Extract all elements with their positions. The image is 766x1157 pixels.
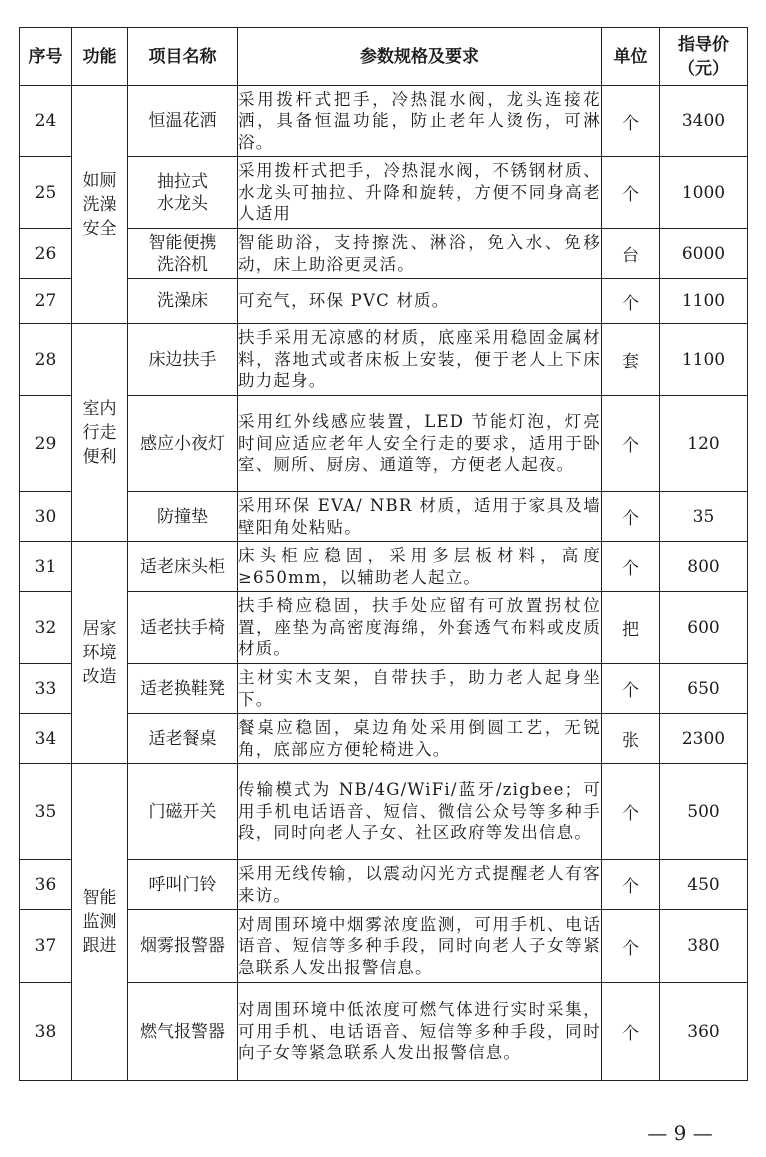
item-unit: 套: [602, 324, 660, 396]
header-unit: 单位: [602, 28, 660, 86]
item-requirements: 床头柜应稳固，采用多层板材料，高度≥650mm，以辅助老人起立。: [238, 542, 602, 592]
table-row: [20, 492, 748, 542]
item-unit: 个: [602, 664, 660, 714]
row-no: 38: [20, 983, 72, 1081]
table-row: [20, 229, 748, 279]
item-name: 呼叫门铃: [128, 860, 238, 910]
item-unit: 台: [602, 229, 660, 279]
item-requirements: 扶手椅应稳固，扶手处应留有可放置拐杖位置，座垫为高密度海绵，外套透气布料或皮质材质。: [238, 592, 602, 664]
item-requirements: 智能助浴，支持擦洗、淋浴，免入水、免移动，床上助浴更灵活。: [238, 229, 602, 279]
table-row: [20, 86, 748, 157]
table-row: [20, 279, 748, 324]
item-unit: 个: [602, 157, 660, 229]
item-unit: 个: [602, 910, 660, 983]
item-price: 650: [660, 664, 748, 714]
table-row: [20, 157, 748, 229]
item-requirements: 对周围环境中低浓度可燃气体进行实时采集，可用手机、电话语音、短信等多种手段，同时向子女等紧急联系人发出报警信息。: [238, 983, 602, 1081]
item-price: 3400: [660, 86, 748, 157]
row-no: 32: [20, 592, 72, 664]
item-name: 恒温花洒: [128, 86, 238, 157]
item-unit: 张: [602, 714, 660, 764]
item-price: 6000: [660, 229, 748, 279]
item-requirements: 采用红外线感应装置，LED 节能灯泡，灯亮时间应适应老年人安全行走的要求，适用于卧室、厕所、厨房、通道等，方便老人起夜。: [238, 396, 602, 492]
header-function: 功能: [72, 28, 128, 86]
item-name: 洗澡床: [128, 279, 238, 324]
item-name: 适老扶手椅: [128, 592, 238, 664]
row-no: 34: [20, 714, 72, 764]
function-group-home-environment: 居家 环境 改造: [72, 542, 128, 764]
row-no: 30: [20, 492, 72, 542]
item-price: 1100: [660, 324, 748, 396]
header-price-line1: 指导价: [678, 34, 729, 55]
item-price: 1000: [660, 157, 748, 229]
item-price: 500: [660, 764, 748, 860]
item-unit: 个: [602, 860, 660, 910]
function-group-smart-monitoring: 智能 监测 跟进: [72, 764, 128, 1081]
header-item-name: 项目名称: [128, 28, 238, 86]
row-no: 33: [20, 664, 72, 714]
item-name: 防撞垫: [128, 492, 238, 542]
function-group-bathing: 如厕 洗澡 安全: [72, 86, 128, 324]
header-row: [20, 28, 748, 86]
item-name: 感应小夜灯: [128, 396, 238, 492]
item-unit: 把: [602, 592, 660, 664]
row-no: 31: [20, 542, 72, 592]
table-row: [20, 983, 748, 1081]
item-unit: 个: [602, 764, 660, 860]
row-no: 26: [20, 229, 72, 279]
item-requirements: 采用无线传输，以震动闪光方式提醒老人有客来访。: [238, 860, 602, 910]
item-unit: 个: [602, 396, 660, 492]
item-name: 适老床头柜: [128, 542, 238, 592]
item-price: 1100: [660, 279, 748, 324]
item-requirements: 可充气，环保 PVC 材质。: [238, 279, 602, 324]
item-price: 360: [660, 983, 748, 1081]
page-number: — 9 —: [647, 1121, 713, 1145]
item-name: 智能便携 洗浴机: [128, 229, 238, 279]
item-name: 门磁开关: [128, 764, 238, 860]
table-row: [20, 396, 748, 492]
item-price: 800: [660, 542, 748, 592]
item-requirements: 采用拨杆式把手，冷热混水阀，龙头连接花洒，具备恒温功能，防止老年人烫伤，可淋浴。: [238, 86, 602, 157]
row-no: 27: [20, 279, 72, 324]
table-row: [20, 910, 748, 983]
spec-table: [19, 27, 748, 1081]
table-row: [20, 324, 748, 396]
item-price: 2300: [660, 714, 748, 764]
row-no: 37: [20, 910, 72, 983]
item-requirements: 扶手采用无凉感的材质，底座采用稳固金属材料，落地式或者床板上安装，便于老人上下床助力起身。: [238, 324, 602, 396]
item-price: 600: [660, 592, 748, 664]
item-price: 380: [660, 910, 748, 983]
table-row: [20, 592, 748, 664]
item-price: 450: [660, 860, 748, 910]
table-row: [20, 764, 748, 860]
item-unit: 个: [602, 542, 660, 592]
row-no: 24: [20, 86, 72, 157]
item-price: 35: [660, 492, 748, 542]
document-page: [19, 27, 748, 1081]
item-requirements: 采用环保 EVA/ NBR 材质，适用于家具及墙壁阳角处粘贴。: [238, 492, 602, 542]
row-no: 36: [20, 860, 72, 910]
item-unit: 个: [602, 492, 660, 542]
row-no: 25: [20, 157, 72, 229]
item-unit: 个: [602, 86, 660, 157]
item-name: 适老餐桌: [128, 714, 238, 764]
table-row: [20, 542, 748, 592]
item-price: 120: [660, 396, 748, 492]
table-row: [20, 860, 748, 910]
item-requirements: 采用拨杆式把手，冷热混水阀，不锈钢材质、水龙头可抽拉、升降和旋转，方便不同身高老人适用: [238, 157, 602, 229]
item-requirements: 餐桌应稳固，桌边角处采用倒圆工艺，无锐角，底部应方便轮椅进入。: [238, 714, 602, 764]
item-unit: 个: [602, 983, 660, 1081]
item-requirements: 传输模式为 NB/4G/WiFi/蓝牙/zigbee；可用手机电话语音、短信、微信公众号等多种手段，同时向老人子女、社区政府等发出信息。: [238, 764, 602, 860]
row-no: 35: [20, 764, 72, 860]
item-unit: 个: [602, 279, 660, 324]
table-row: [20, 714, 748, 764]
header-price-line2: （元）: [678, 58, 729, 79]
item-name: 燃气报警器: [128, 983, 238, 1081]
header-requirements: 参数规格及要求: [238, 28, 602, 86]
header-price: [660, 28, 748, 86]
table-row: [20, 664, 748, 714]
item-requirements: 对周围环境中烟雾浓度监测，可用手机、电话语音、短信等多种手段，同时向老人子女等紧急联系人发出报警信息。: [238, 910, 602, 983]
item-name: 适老换鞋凳: [128, 664, 238, 714]
item-name: 烟雾报警器: [128, 910, 238, 983]
header-no: 序号: [20, 28, 72, 86]
row-no: 29: [20, 396, 72, 492]
row-no: 28: [20, 324, 72, 396]
item-name: 抽拉式 水龙头: [128, 157, 238, 229]
function-group-indoor-walking: 室内 行走 便利: [72, 324, 128, 542]
item-requirements: 主材实木支架，自带扶手，助力老人起身坐下。: [238, 664, 602, 714]
item-name: 床边扶手: [128, 324, 238, 396]
